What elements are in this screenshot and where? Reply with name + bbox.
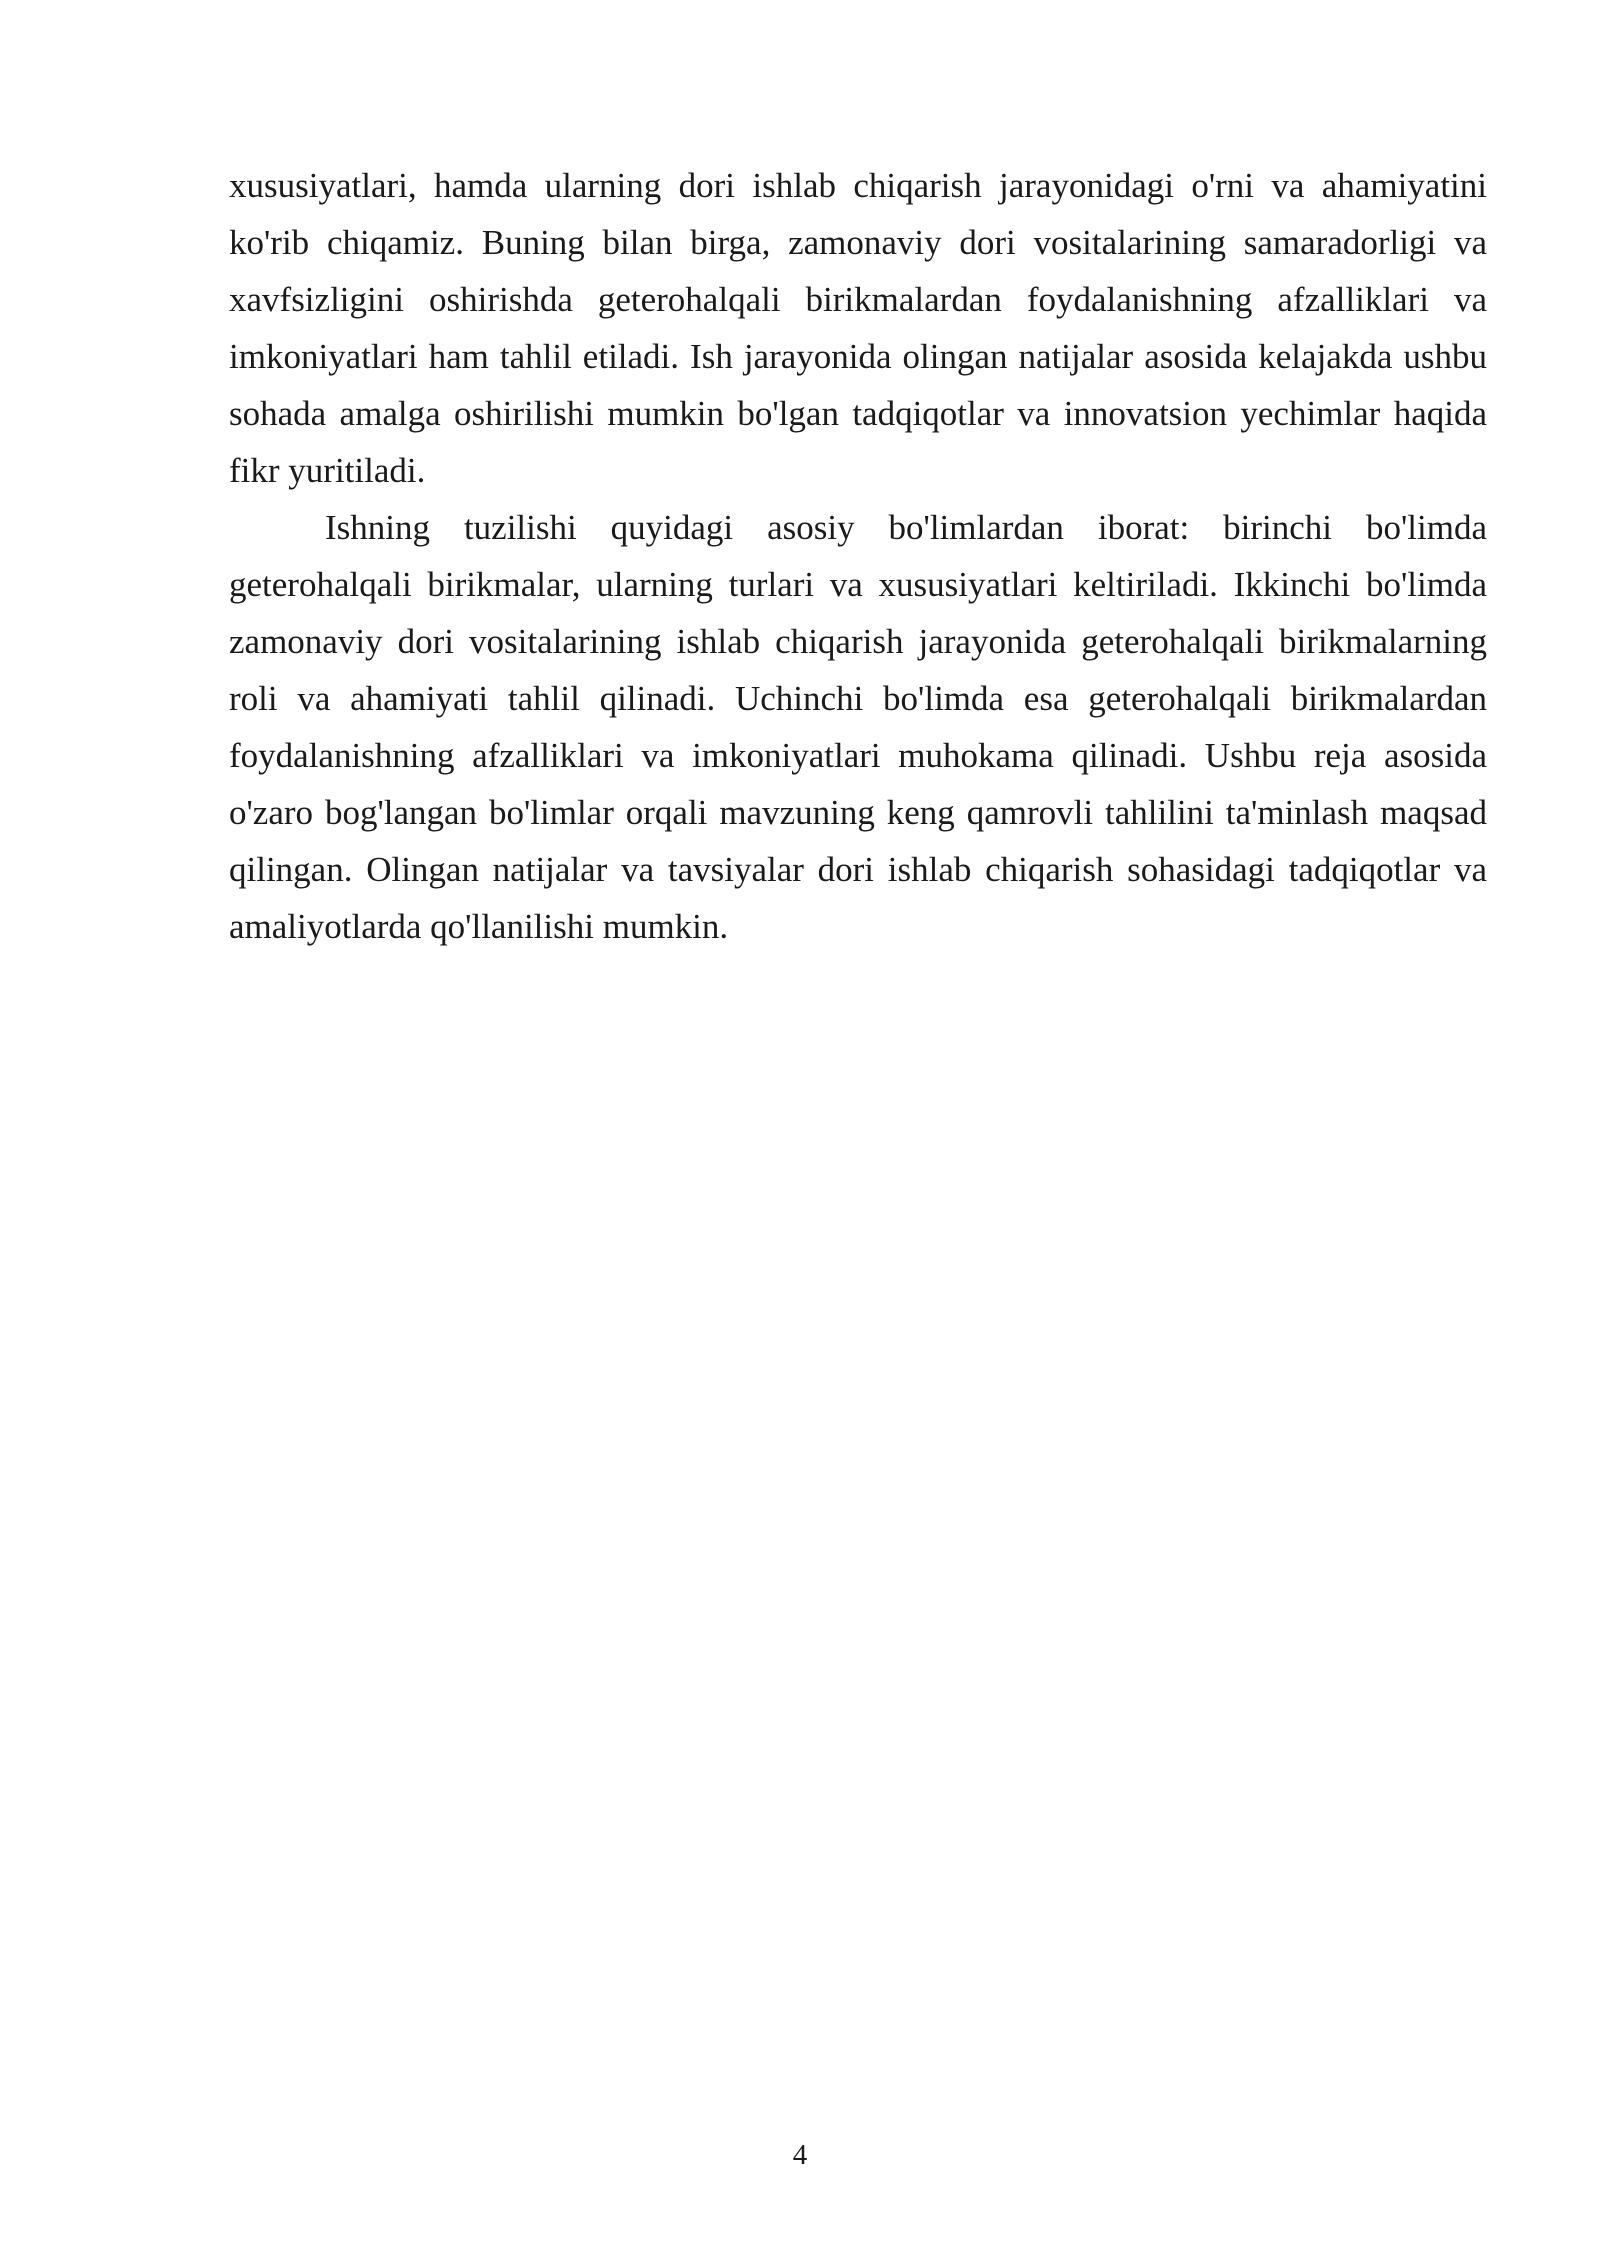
page-number: 4: [792, 2139, 808, 2171]
paragraph-continuation: xususiyatlari, hamda ularning dori ishlab chiqarish jarayonidagi o'rni va ahamiyatini ko'rib chiqamiz. Buning bilan birga, zamonaviy dori vositalarining samaradorligi va xavfsizligini oshirishda geterohalqali birikmalardan foydalanishning afzalliklari va imkoniyatlari ham tahlil etiladi. Ish jarayonida olingan natijalar asosida kelajakda ushbu sohada amalga oshirilishi mumkin bo'lgan tadqiqotlar va innovatsion yechimlar haqida fikr yuritiladi.: [229, 166, 1487, 490]
paragraph-structure: Ishning tuzilishi quyidagi asosiy bo'limlardan iborat: birinchi bo'limda geterohalqali birikmalar, ularning turlari va xususiyatlari keltiriladi. Ikkinchi bo'limda zamonaviy dori vositalarining ishlab chiqarish jarayonida geterohalqali birikmalarning roli va ahamiyati tahlil qilinadi. Uchinchi bo'limda esa geterohalqali birikmalardan foydalanishning afzalliklari va imkoniyatlari muhokama qilinadi. Ushbu reja asosida o'zaro bog'langan bo'limlar orqali mavzuning keng qamrovli tahlilini ta'minlash maqsad qilingan. Olingan natijalar va tavsiyalar dori ishlab chiqarish sohasidagi tadqiqotlar va amaliyotlarda qo'llanilishi mumkin.: [229, 508, 1487, 946]
body-text: [229, 157, 1487, 955]
